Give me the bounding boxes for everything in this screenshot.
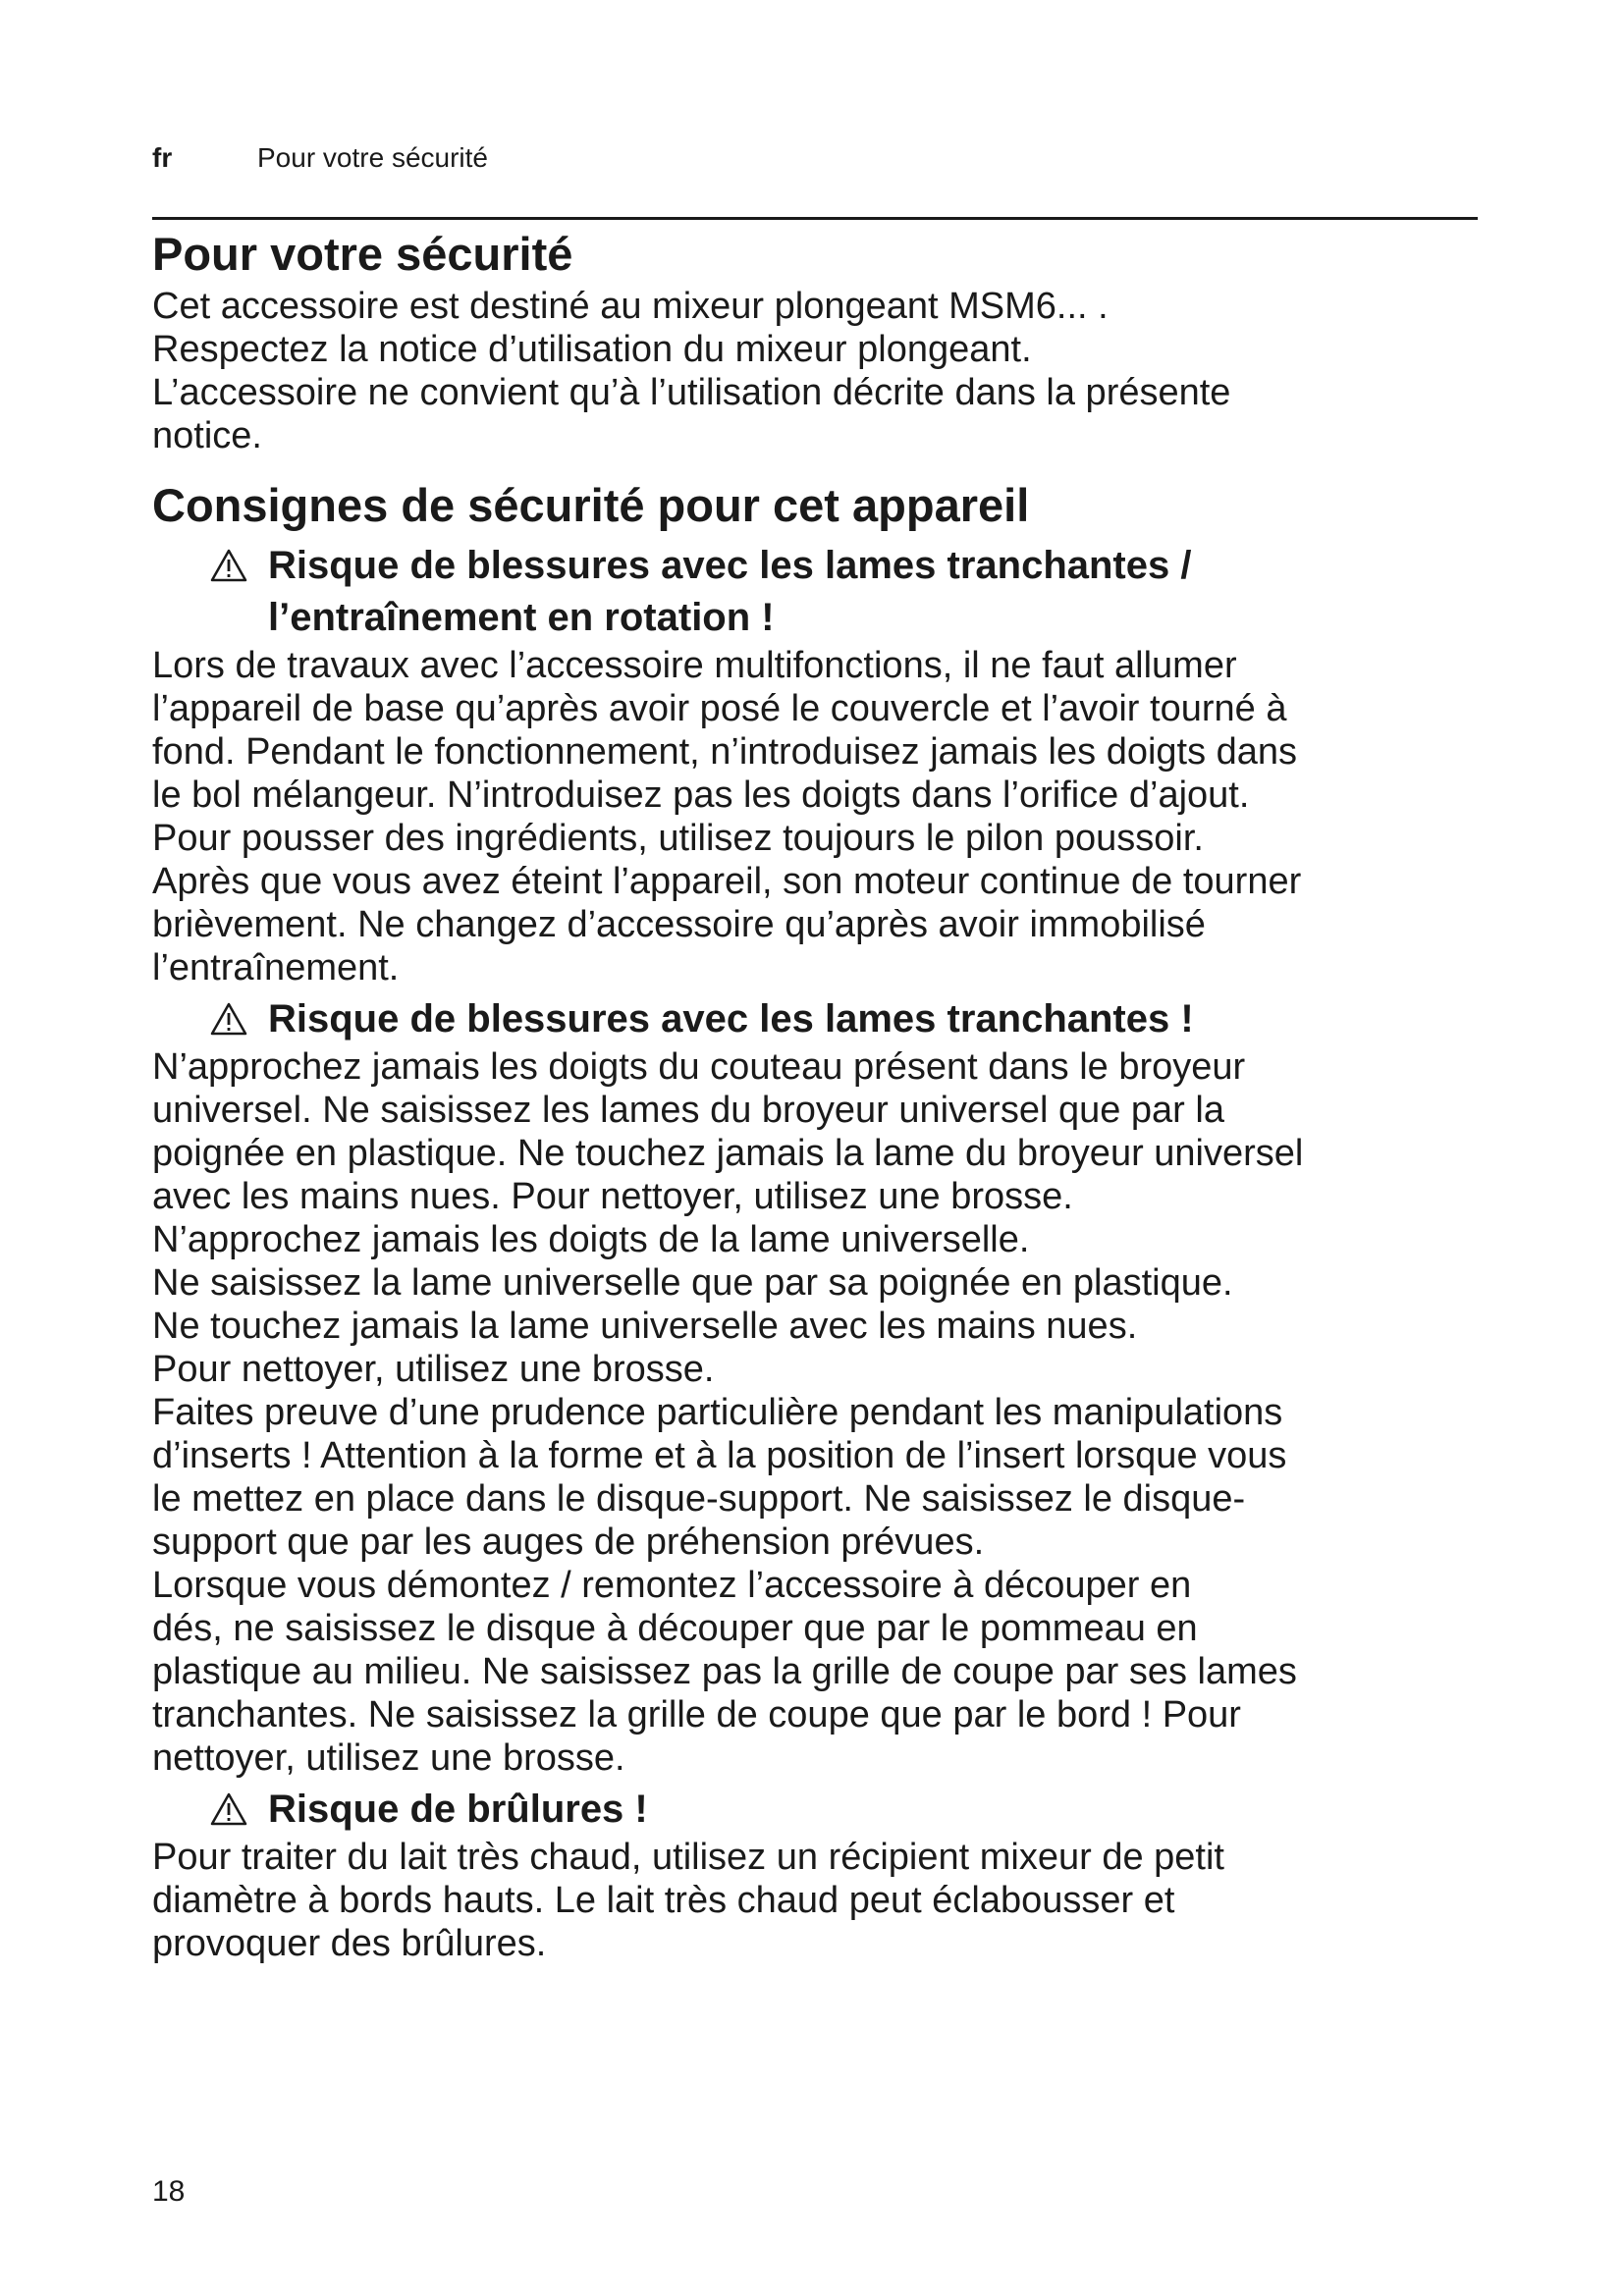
running-header [152, 141, 1478, 175]
text-line: provoquer des brûlures. [152, 1923, 547, 1964]
text-line: le mettez en place dans le disque-support. Ne saisissez le disque- [152, 1478, 1246, 1520]
text-line: d’inserts ! Attention à la forme et à la position de l’insert lorsque vous [152, 1435, 1287, 1476]
warning-title-line: Risque de brûlures ! [268, 1788, 648, 1831]
language-code: fr [152, 142, 173, 173]
text-line: poignée en plastique. Ne touchez jamais la lame du broyeur universel [152, 1133, 1304, 1174]
header-divider [152, 217, 1478, 220]
warning-title-line: l’entraînement en rotation ! [268, 596, 775, 639]
text-line: Faites preuve d’une prudence particulière pendant les manipulations [152, 1392, 1283, 1433]
text-line: Pour traiter du lait très chaud, utilisez un récipient mixeur de petit [152, 1837, 1224, 1878]
text-line: universel. Ne saisissez les lames du broyeur universel que par la [152, 1090, 1224, 1131]
text-line: nettoyer, utilisez une brosse. [152, 1737, 625, 1779]
page-title: Pour votre sécurité [152, 228, 573, 280]
text-line: Ne touchez jamais la lame universelle avec les mains nues. [152, 1306, 1138, 1347]
warning-triangle-icon [210, 1784, 249, 1836]
text-line: brièvement. Ne changez d’accessoire qu’après avoir immobilisé [152, 904, 1206, 945]
text-line: fond. Pendant le fonctionnement, n’introduisez jamais les doigts dans [152, 731, 1298, 773]
text-line: Pour nettoyer, utilisez une brosse. [152, 1349, 715, 1390]
warning-heading-blades-rotation [152, 540, 1488, 644]
text-line: le bol mélangeur. N’introduisez pas les doigts dans l’orifice d’ajout. [152, 774, 1250, 816]
text-line: tranchantes. Ne saisissez la grille de coupe que par le bord ! Pour [152, 1694, 1241, 1735]
warning-title-line: Risque de blessures avec les lames tranchantes ! [268, 997, 1194, 1041]
warning-title-line: Risque de blessures avec les lames tranchantes / [268, 544, 1192, 587]
text-line: Cet accessoire est destiné au mixeur plongeant MSM6... . [152, 286, 1109, 327]
text-line: diamètre à bords hauts. Le lait très chaud peut éclabousser et [152, 1880, 1175, 1921]
warning-triangle-icon [210, 993, 249, 1045]
text-line: Lorsque vous démontez / remontez l’accessoire à découper en [152, 1565, 1192, 1606]
header-section-title: Pour votre sécurité [257, 142, 488, 173]
text-line: notice. [152, 415, 262, 456]
text-line: plastique au milieu. Ne saisissez pas la grille de coupe par ses lames [152, 1651, 1297, 1692]
text-line: dés, ne saisissez le disque à découper que par le pommeau en [152, 1608, 1198, 1649]
warning-triangle-icon [210, 540, 249, 592]
text-line: avec les mains nues. Pour nettoyer, utilisez une brosse. [152, 1176, 1073, 1217]
text-line: L’accessoire ne convient qu’à l’utilisation décrite dans la présente [152, 372, 1231, 413]
warning-body-blades-rotation [152, 644, 1488, 989]
page-content [152, 224, 1488, 1965]
warning-heading-burns [152, 1784, 1488, 1836]
warning-heading-blades [152, 993, 1488, 1045]
section-subtitle: Consignes de sécurité pour cet appareil [152, 479, 1030, 531]
warning-body-blades [152, 1045, 1488, 1780]
text-line: Respectez la notice d’utilisation du mixeur plongeant. [152, 329, 1032, 370]
warning-body-burns [152, 1836, 1488, 1965]
text-line: Ne saisissez la lame universelle que par sa poignée en plastique. [152, 1262, 1233, 1304]
text-line: Pour pousser des ingrédients, utilisez toujours le pilon poussoir. [152, 818, 1204, 859]
text-line: N’approchez jamais les doigts du couteau présent dans le broyeur [152, 1046, 1246, 1088]
text-line: Lors de travaux avec l’accessoire multifonctions, il ne faut allumer [152, 645, 1237, 686]
text-line: Après que vous avez éteint l’appareil, son moteur continue de tourner [152, 861, 1302, 902]
text-line: l’appareil de base qu’après avoir posé le couvercle et l’avoir tourné à [152, 688, 1287, 729]
page-number: 18 [152, 2175, 186, 2208]
text-line: N’approchez jamais les doigts de la lame universelle. [152, 1219, 1030, 1260]
intro-text [152, 285, 1488, 457]
text-line: support que par les auges de préhension prévues. [152, 1522, 985, 1563]
text-line: l’entraînement. [152, 947, 400, 988]
